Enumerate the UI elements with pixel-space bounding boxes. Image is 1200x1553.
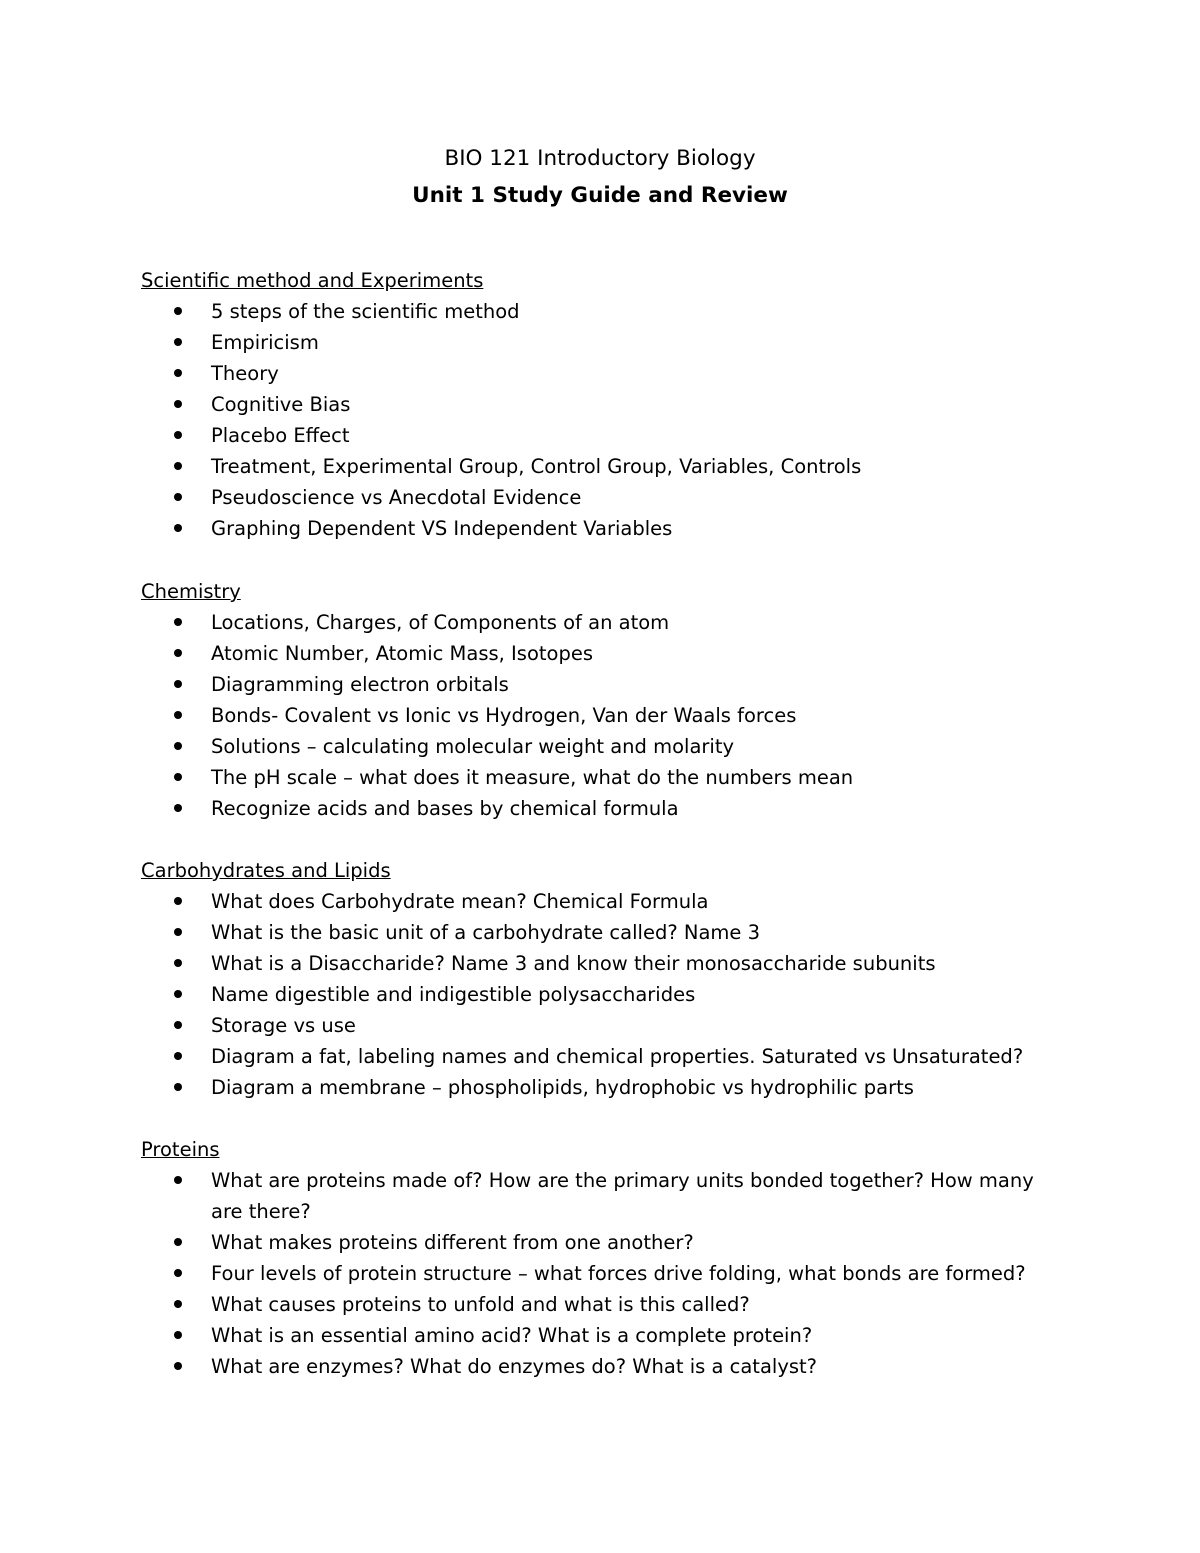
- list-item-text: Graphing Dependent VS Independent Variables: [211, 517, 673, 540]
- bullet-list: [141, 1165, 1081, 1382]
- list-item: [141, 731, 1041, 762]
- list-item: [141, 669, 1041, 700]
- list-item-text: Four levels of protein structure – what forces drive folding, what bonds are formed?: [211, 1262, 1026, 1285]
- section-heading: Carbohydrates and Lipids: [141, 859, 391, 882]
- list-item: [141, 1289, 1041, 1320]
- list-item: [141, 296, 1041, 327]
- list-item: [141, 762, 1041, 793]
- list-item-text: 5 steps of the scientific method: [211, 300, 520, 323]
- section-heading: Scientific method and Experiments: [141, 269, 484, 292]
- list-item-text: What is the basic unit of a carbohydrate called? Name 3: [211, 921, 760, 944]
- bullet-icon: [174, 742, 182, 750]
- bullet-list: [141, 886, 1081, 1103]
- list-item-text: Theory: [211, 362, 279, 385]
- section-heading: Proteins: [141, 1138, 220, 1161]
- list-item: [141, 1041, 1041, 1072]
- list-item-text: Cognitive Bias: [211, 393, 351, 416]
- list-item: [141, 1072, 1041, 1103]
- list-item: [141, 886, 1041, 917]
- bullet-icon: [174, 462, 182, 470]
- list-item-text: What causes proteins to unfold and what is this called?: [211, 1293, 750, 1316]
- list-item-text: What is an essential amino acid? What is a complete protein?: [211, 1324, 813, 1347]
- list-item: [141, 700, 1041, 731]
- bullet-icon: [174, 493, 182, 501]
- list-item: [141, 327, 1041, 358]
- list-item-text: Placebo Effect: [211, 424, 350, 447]
- bullet-icon: [174, 773, 182, 781]
- list-item-text: Locations, Charges, of Components of an atom: [211, 611, 670, 634]
- bullet-list: [141, 607, 1081, 824]
- list-item-text: What makes proteins different from one another?: [211, 1231, 694, 1254]
- list-item: [141, 389, 1041, 420]
- guide-title: Unit 1 Study Guide and Review: [412, 183, 788, 208]
- list-item-text: Diagram a fat, labeling names and chemical properties. Saturated vs Unsaturated?: [211, 1045, 1024, 1068]
- list-item: [141, 1258, 1041, 1289]
- section-scientific-method: [141, 265, 1081, 544]
- list-item: [141, 1010, 1041, 1041]
- list-item-text: Diagram a membrane – phospholipids, hydrophobic vs hydrophilic parts: [211, 1076, 914, 1099]
- list-item: [141, 420, 1041, 451]
- bullet-icon: [174, 649, 182, 657]
- list-item-text: The pH scale – what does it measure, what do the numbers mean: [211, 766, 854, 789]
- list-item-text: Treatment, Experimental Group, Control Group, Variables, Controls: [211, 455, 862, 478]
- list-item: [141, 607, 1041, 638]
- bullet-icon: [174, 1331, 182, 1339]
- list-item: [141, 482, 1041, 513]
- list-item: [141, 1351, 1041, 1382]
- bullet-icon: [174, 431, 182, 439]
- list-item-text: What does Carbohydrate mean? Chemical Formula: [211, 890, 709, 913]
- bullet-icon: [174, 1052, 182, 1060]
- list-item-text: What are enzymes? What do enzymes do? What is a catalyst?: [211, 1355, 818, 1378]
- list-item-text: Name digestible and indigestible polysaccharides: [211, 983, 696, 1006]
- bullet-icon: [174, 711, 182, 719]
- list-item-text: What are proteins made of? How are the primary units bonded together? How many are there?: [211, 1169, 1034, 1223]
- section-heading: Chemistry: [141, 580, 241, 603]
- bullet-icon: [174, 680, 182, 688]
- bullet-icon: [174, 804, 182, 812]
- list-item: [141, 948, 1041, 979]
- bullet-list: [141, 296, 1081, 544]
- list-item: [141, 451, 1041, 482]
- bullet-icon: [174, 307, 182, 315]
- bullet-icon: [174, 928, 182, 936]
- section-proteins: [141, 1134, 1081, 1382]
- bullet-icon: [174, 990, 182, 998]
- list-item-text: Diagramming electron orbitals: [211, 673, 509, 696]
- list-item-text: Recognize acids and bases by chemical formula: [211, 797, 679, 820]
- list-item-text: Empiricism: [211, 331, 319, 354]
- list-item: [141, 979, 1041, 1010]
- list-item: [141, 1227, 1041, 1258]
- bullet-icon: [174, 369, 182, 377]
- list-item-text: Storage vs use: [211, 1014, 356, 1037]
- bullet-icon: [174, 1362, 182, 1370]
- bullet-icon: [174, 1083, 182, 1091]
- section-chemistry: [141, 576, 1081, 824]
- list-item: [141, 638, 1041, 669]
- list-item-text: Atomic Number, Atomic Mass, Isotopes: [211, 642, 593, 665]
- bullet-icon: [174, 1021, 182, 1029]
- list-item-text: Pseudoscience vs Anecdotal Evidence: [211, 486, 582, 509]
- list-item: [141, 917, 1041, 948]
- bullet-icon: [174, 524, 182, 532]
- bullet-icon: [174, 1176, 182, 1184]
- bullet-icon: [174, 897, 182, 905]
- list-item: [141, 1320, 1041, 1351]
- list-item: [141, 358, 1041, 389]
- bullet-icon: [174, 1269, 182, 1277]
- section-carbohydrates-lipids: [141, 855, 1081, 1103]
- list-item-text: Solutions – calculating molecular weight and molarity: [211, 735, 735, 758]
- list-item: [141, 513, 1041, 544]
- bullet-icon: [174, 1300, 182, 1308]
- bullet-icon: [174, 959, 182, 967]
- bullet-icon: [174, 1238, 182, 1246]
- list-item: [141, 1165, 1041, 1227]
- bullet-icon: [174, 400, 182, 408]
- course-title: BIO 121 Introductory Biology: [444, 146, 756, 171]
- bullet-icon: [174, 338, 182, 346]
- list-item-text: Bonds- Covalent vs Ionic vs Hydrogen, Van der Waals forces: [211, 704, 797, 727]
- list-item-text: What is a Disaccharide? Name 3 and know their monosaccharide subunits: [211, 952, 936, 975]
- bullet-icon: [174, 618, 182, 626]
- list-item: [141, 793, 1041, 824]
